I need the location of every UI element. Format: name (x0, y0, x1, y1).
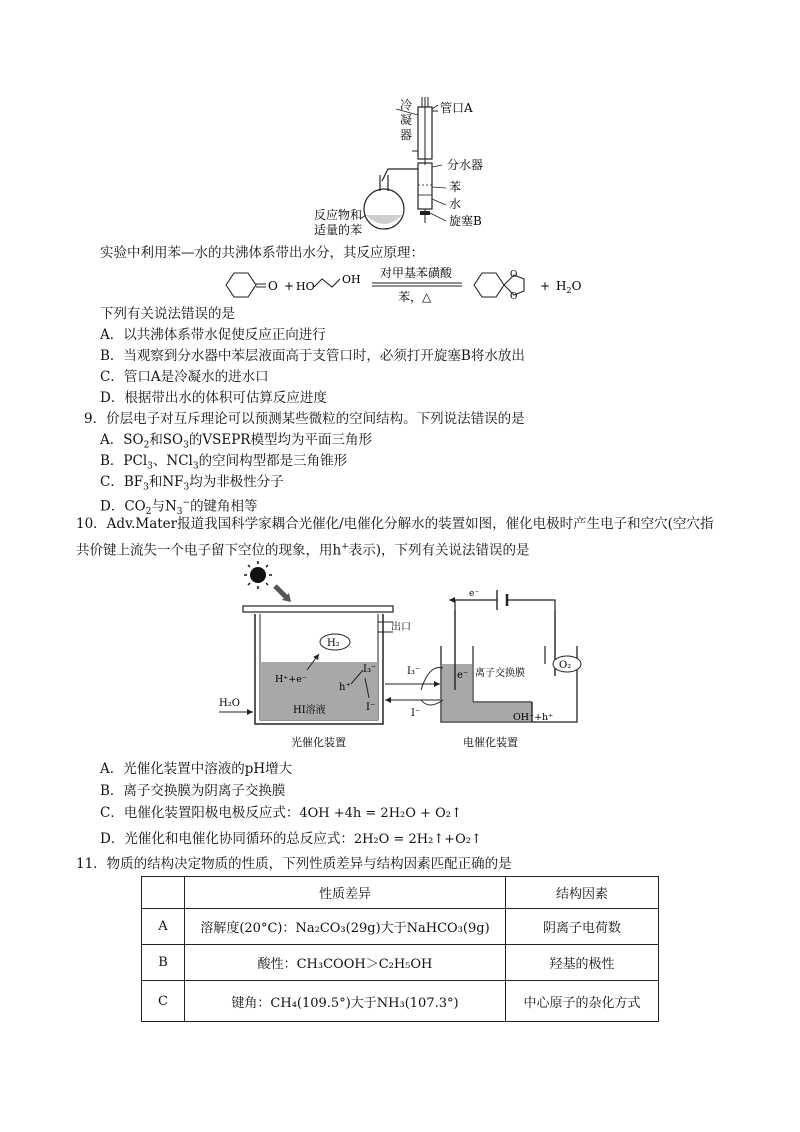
q10-option-a: A．光催化装置中溶液的pH增大 (100, 761, 293, 777)
q10-option-d: D．光催化和电催化协同循环的总反应式：2H₂O = 2H₂↑+O₂↑ (100, 831, 482, 847)
q8-option-b: B．当观察到分水器中苯层液面高于支管口时，必须打开旋塞B将水放出 (100, 348, 525, 364)
hi-solution-label: HI溶液 (293, 705, 326, 716)
row-factor: 中心原子的杂化方式 (506, 981, 659, 1022)
row-label: C (142, 981, 185, 1022)
catalyst-label: 对甲基苯磺酸 (380, 266, 453, 280)
hplus-e-label: H⁺+e⁻ (275, 674, 307, 685)
row-factor: 阴离子电荷数 (506, 909, 659, 945)
plus-sign-2: + (540, 279, 551, 293)
q8-option-c: C．管口A是冷凝水的进水口 (100, 369, 269, 385)
header-factor-cell: 结构因素 (506, 877, 659, 909)
table-row (142, 909, 659, 945)
q9-option-a: A．$SO_2$和$SO_3$的VSEPR模型均为平面三角形 (100, 432, 372, 451)
flask-label-1: 反应物和 (314, 208, 363, 222)
photocell-caption: 光催化装置 (291, 736, 346, 749)
row-property: 溶解度(20°C)：Na₂CO₃(29g)大于NaHCO₃(9g) (185, 909, 506, 945)
distillation-apparatus-figure (300, 95, 530, 235)
i3-transfer-label: I₃⁻ (407, 666, 421, 677)
q9-option-d: D．$CO_2$与$N_3^-$的键角相等 (100, 498, 258, 518)
q10-option-b: B．离子交换膜为阴离子交换膜 (100, 783, 286, 799)
condenser-label-3: 器 (400, 128, 413, 142)
q9-option-b: B．PCl$_3$、NCl$_3$的空间构型都是三角锥形 (100, 453, 348, 472)
oh-h-label: OH⁻+h⁺ (513, 712, 554, 723)
row-property: 键角：CH₄(109.5°)大于NH₃(107.3°) (185, 981, 506, 1022)
solvent-label: 苯，△ (398, 290, 432, 304)
port-a-label: 管口A (440, 101, 473, 115)
stopcock (420, 211, 430, 215)
row-property: 酸性：CH₃COOH＞C₂H₅OH (185, 945, 506, 981)
flask-label-2: 适量的苯 (314, 223, 363, 235)
external-wire (455, 600, 555, 610)
stopcock-label: 旋塞B (449, 214, 482, 228)
reagent2-ho: HO (296, 280, 315, 293)
svg-text:O: O (510, 292, 518, 302)
reagent1-o: O (268, 279, 278, 293)
photocell-lid (243, 606, 393, 612)
reagent2-oh: OH (342, 273, 361, 286)
water-separator (418, 163, 432, 209)
cell-electron-label: e⁻ (457, 670, 469, 681)
q10-stem-line1: 10．Adv.Mater报道我国科学家耦合光催化/电催化分解水的装置如图，催化电极时产生电子和空穴(空穴指 (76, 516, 714, 532)
row-factor: 羟基的极性 (506, 945, 659, 981)
wire-electron-label: e⁻ (469, 589, 480, 599)
header-property-cell: 性质差异 (185, 877, 506, 909)
q8-intro: 实验中利用苯—水的共沸体系带出水分，其反应原理： (100, 245, 424, 261)
iminus-transfer-label: I⁻ (411, 708, 421, 719)
overall-equation: 2H₂O = 2H₂↑+O₂↑ (353, 832, 482, 847)
condenser-label-2: 凝 (400, 113, 413, 127)
electrocell-caption: 电催化装置 (463, 736, 518, 749)
benzene-label: 苯 (449, 180, 462, 194)
table-row (142, 981, 659, 1022)
q8-option-d: D．根据带出水的体积可估算反应进度 (100, 390, 327, 406)
plus-sign-1: + (284, 279, 295, 293)
q9-stem: 9．价层电子对互斥理论可以预测某些微粒的空间结构。下列说法错误的是 (84, 411, 525, 427)
svg-text:O: O (510, 270, 518, 280)
hole-label: h⁺ (339, 682, 351, 693)
table-header-row (142, 877, 659, 909)
table-row (142, 945, 659, 981)
sun-icon (244, 561, 272, 589)
q11-table (141, 876, 659, 1022)
q8-option-a: A．以共沸体系带水促使反应正向进行 (100, 327, 326, 343)
i3-cell-label: I₃⁻ (363, 664, 377, 675)
anode-equation: 4OH +4h = 2H₂O + O₂↑ (299, 806, 462, 821)
row-label: B (142, 945, 185, 981)
h2o-inlet-label: H₂O (219, 698, 240, 709)
reaction-equation (222, 265, 592, 305)
iminus-cell-label: I⁻ (366, 702, 376, 713)
membrane-label: 离子交换膜 (475, 668, 525, 679)
condenser-label-1: 冷 (400, 98, 413, 112)
q10-option-c: C．电催化装置阳极电极反应式：4OH +4h = 2H₂O + O₂↑ (100, 805, 462, 821)
ketal-ring (474, 273, 504, 297)
o2-label: O₂ (559, 660, 572, 671)
row-label: A (142, 909, 185, 945)
separator-label: 分水器 (447, 158, 484, 172)
q9-option-c: C．$BF_3$和$NF_3$均为非极性分子 (100, 474, 284, 493)
header-blank-cell (142, 877, 185, 909)
h2-label: H₂ (327, 638, 340, 649)
photo-electro-catalysis-diagram (215, 560, 595, 755)
water-product: $H_2O$ (556, 279, 582, 295)
q8-stem: 下列有关说法错误的是 (100, 306, 235, 322)
cyclohexanone-ring (226, 273, 256, 297)
q11-stem: 11．物质的结构决定物质的性质，下列性质差异与结构因素匹配正确的是 (76, 856, 512, 872)
q10-stem-line2: 共价键上流失一个电子留下空位的现象，用h+表示)，下列有关说法错误的是 (76, 542, 530, 559)
water-label: 水 (449, 197, 462, 211)
outlet-label: 出口 (391, 622, 411, 633)
